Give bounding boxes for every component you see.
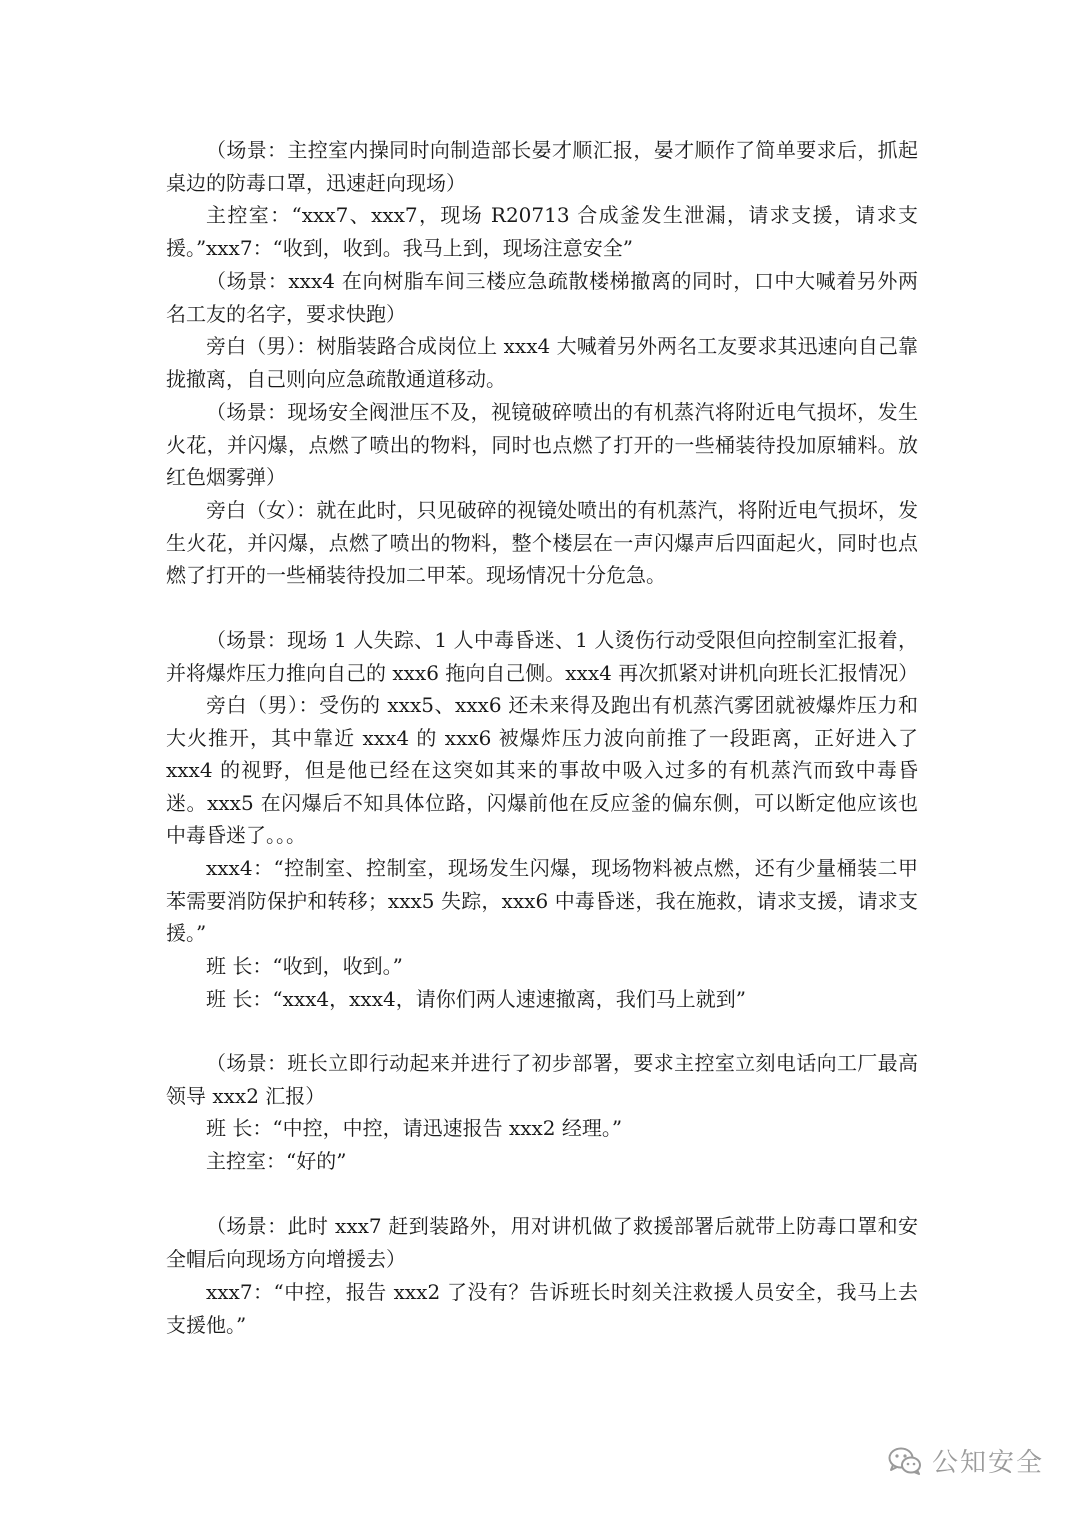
dialogue-line: 主控室：“xxx7、xxx7，现场 R20713 合成釜发生泄漏，请求支援，请求支援。”: [166, 203, 918, 260]
dialogue-line: 班 长：“收到，收到。”: [206, 954, 403, 978]
watermark-text: 公知安全: [931, 1448, 1044, 1478]
scene-paragraph: （场景：xxx4 在向树脂车间三楼应急疏散楼梯撤离的同时，口中大喊着另外两名工友的名字，要求快跑）: [166, 269, 918, 326]
wechat-icon: [888, 1447, 922, 1475]
dialogue-line: 主控室：“好的”: [206, 1149, 347, 1173]
scene-paragraph: （场景：班长立即行动起来并进行了初步部署，要求主控室立刻电话向工厂最高领导 xxx2 汇报）: [166, 1051, 918, 1108]
scene-paragraph: （场景：现场安全阀泄压不及，视镜破碎喷出的有机蒸汽将附近电气损坏，发生火花，并闪爆，点燃了喷出的物料，同时也点燃了打开的一些桶装待投加原辅料。放红色烟雾弹）: [166, 400, 918, 489]
dialogue-line: 班 长：“中控，中控，请迅速报告 xxx2 经理。”: [206, 1116, 623, 1140]
narration-paragraph: 旁白（男）：树脂装路合成岗位上 xxx4 大喊着另外两名工友要求其迅速向自己靠拢撤离，自己则向应急疏散通道移动。: [166, 334, 918, 391]
dialogue-line: xxx7：“中控，报告 xxx2 了没有？告诉班长时刻关注救援人员安全，我马上去支援他。”: [166, 1280, 918, 1337]
scene-paragraph: （场景：此时 xxx7 赶到装路外，用对讲机做了救援部署后就带上防毒口罩和安全帽后向现场方向增援去）: [166, 1214, 918, 1271]
dialogue-line: xxx7：“收到，收到。我马上到，现场注意安全”: [206, 236, 634, 260]
scene-paragraph: （场景：现场 1 人失踪、1 人中毒昏迷、1 人烫伤行动受限但向控制室汇报着，并将爆炸压力推向自己的 xxx6 拖向自己侧。xxx4 再次抓紧对讲机向班长汇报情况）: [166, 628, 919, 685]
watermark: [888, 1442, 1044, 1479]
dialogue-line: 班 长：“xxx4，xxx4，请你们两人速速撤离，我们马上就到”: [206, 987, 746, 1011]
scene-paragraph: （场景：主控室内操同时向制造部长晏才顺汇报，晏才顺作了简单要求后，抓起桌边的防毒口罩，迅速赶向现场）: [166, 138, 918, 195]
narration-paragraph: 旁白（女）：就在此时，只见破碎的视镜处喷出的有机蒸汽，将附近电气损坏，发生火花，并闪爆，点燃了喷出的物料，整个楼层在一声闪爆声后四面起火，同时也点燃了打开的一些桶装待投加二甲苯。现场情况十分危急。: [166, 498, 918, 587]
dialogue-line: xxx4：“控制室、控制室，现场发生闪爆，现场物料被点燃，还有少量桶装二甲苯需要消防保护和转移；xxx5 失踪，xxx6 中毒昏迷，我在施救，请求支援，请求支援。”: [166, 856, 918, 945]
narration-paragraph: 旁白（男）：受伤的 xxx5、xxx6 还未来得及跑出有机蒸汽雾团就被爆炸压力和大火推开，其中靠近 xxx4 的 xxx6 被爆炸压力波向前推了一段距离，正好进入了 xxx4 的视野，但是他已经在这突如其来的事故中吸入过多的有机蒸汽而致中毒昏迷。xxx5 在闪爆后不知具体位路，闪爆前他在反应釜的偏东侧，可以断定他应该也中毒昏迷了。。。: [166, 693, 918, 847]
